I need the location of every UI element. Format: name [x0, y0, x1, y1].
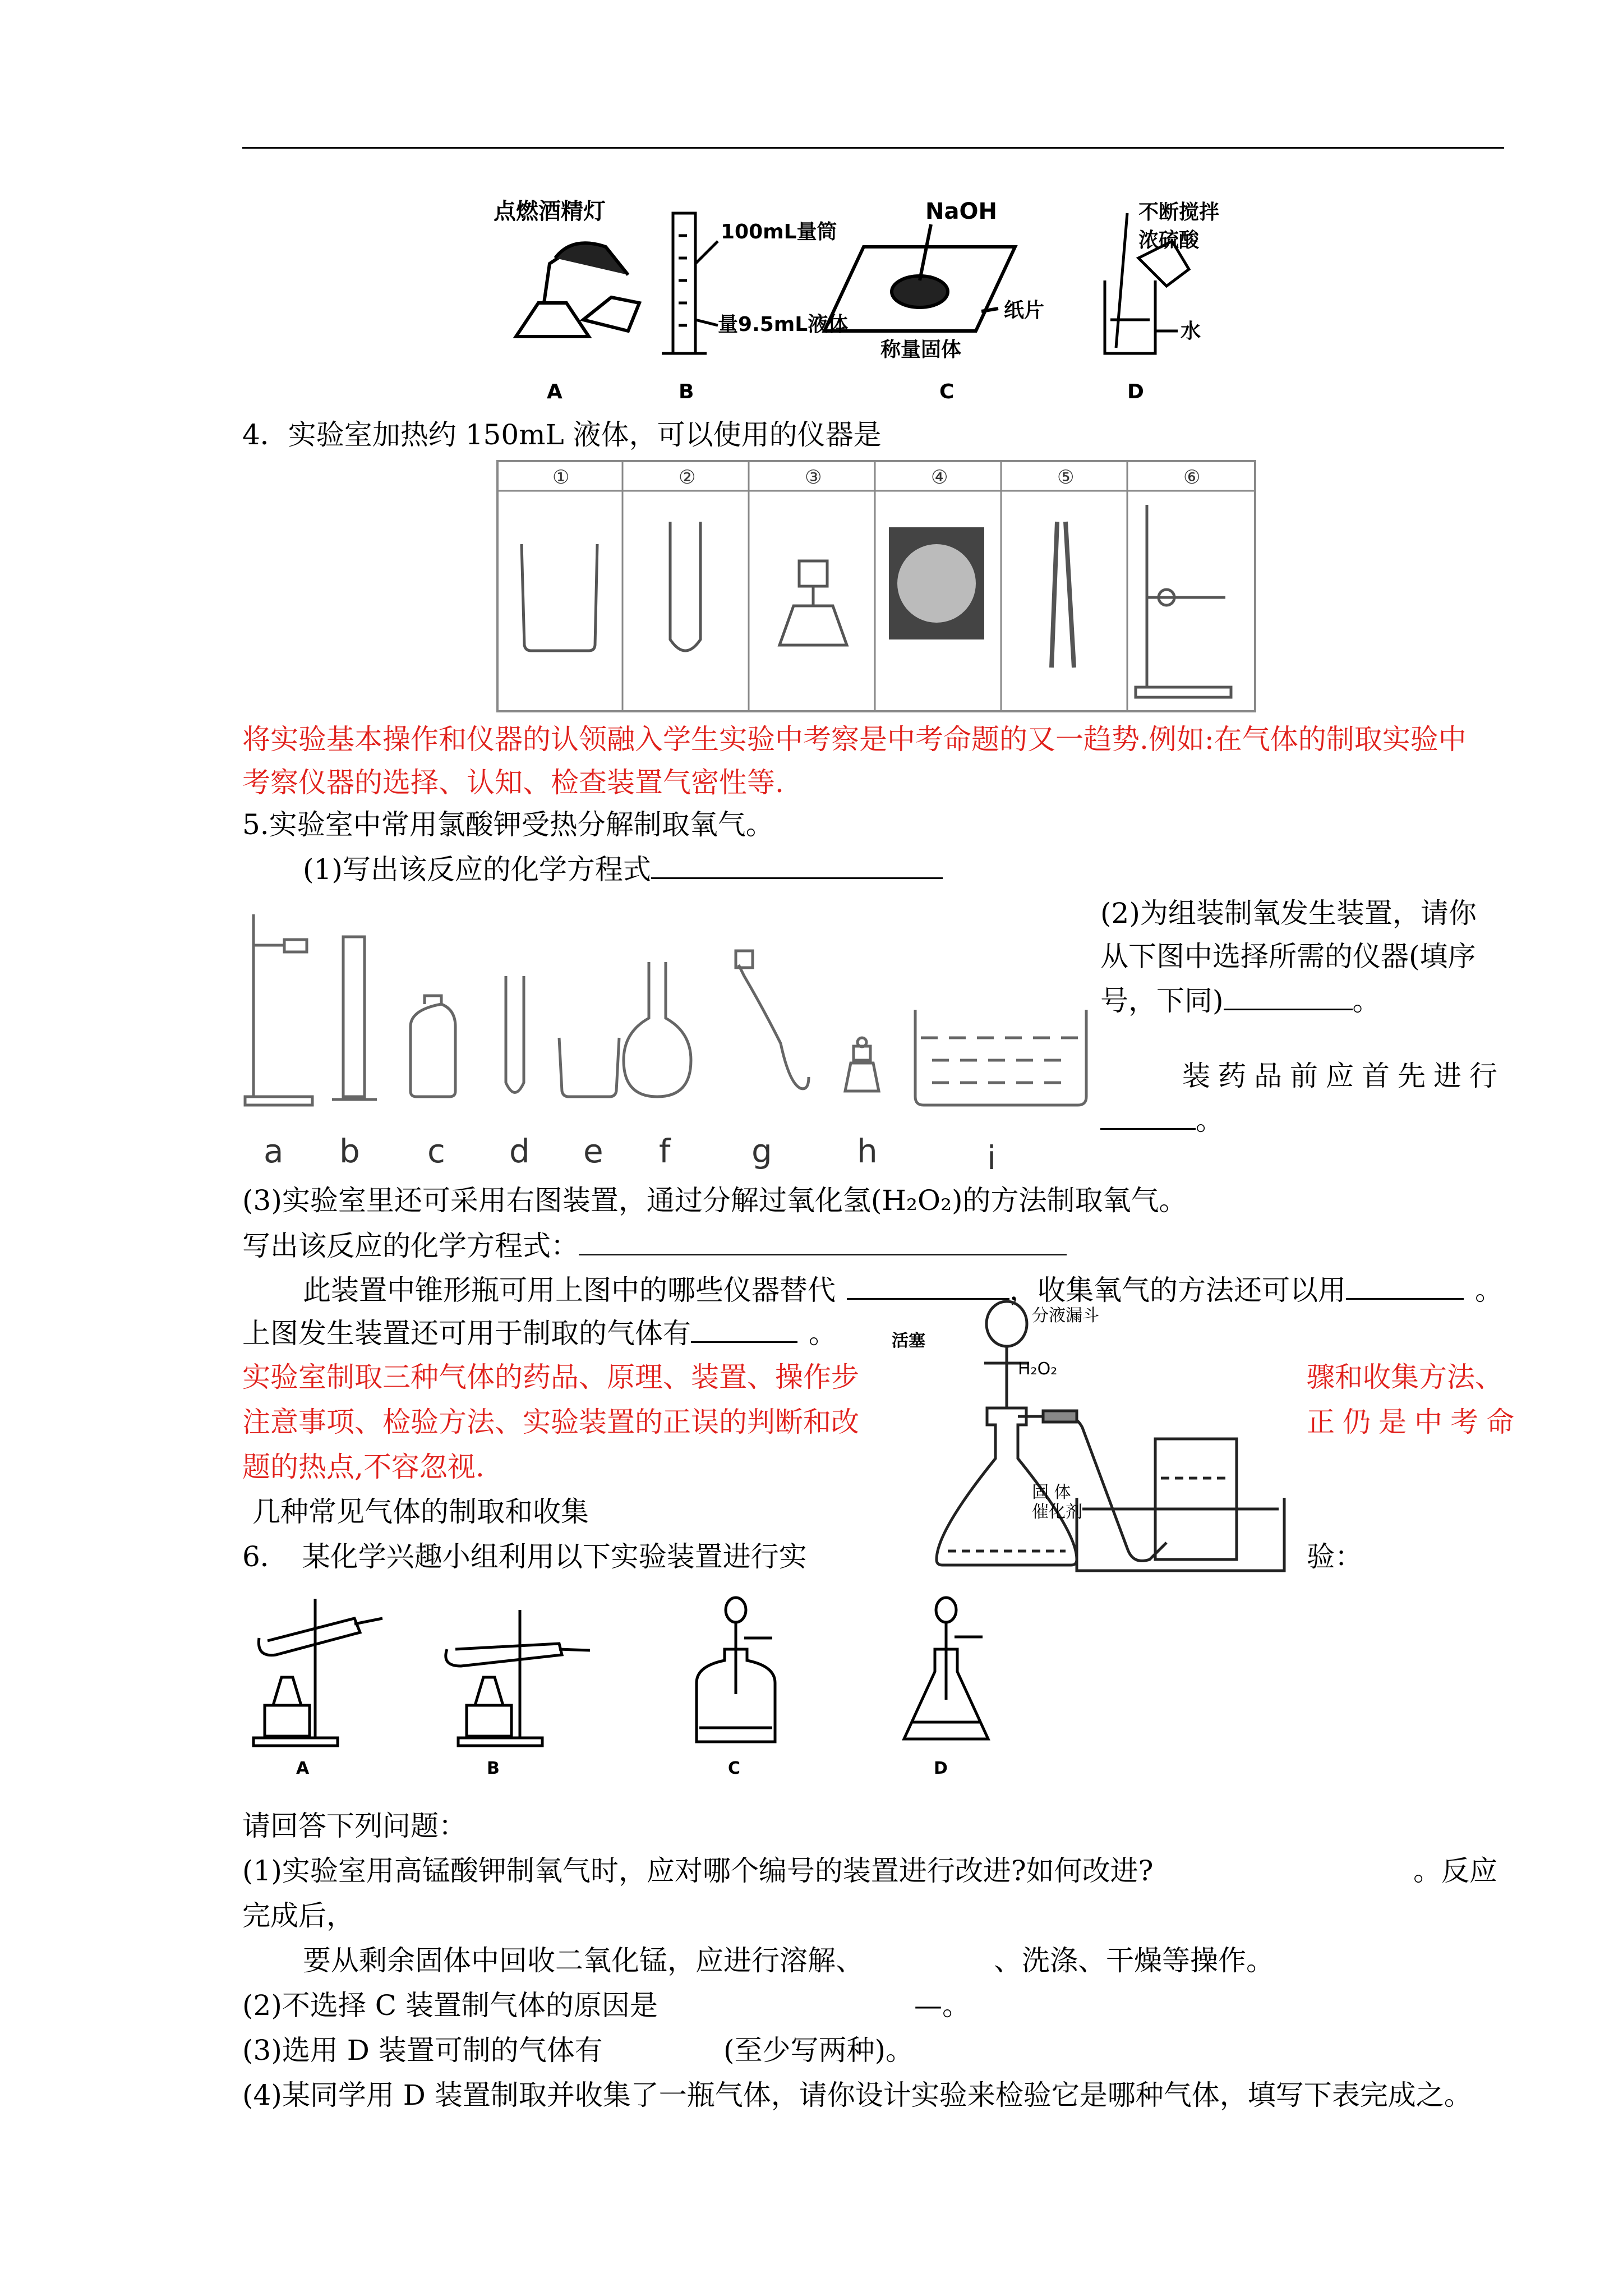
op-b-text2: 量9.5mL液体	[718, 313, 849, 336]
graduated-cylinder-icon	[662, 213, 718, 353]
q6-apparatus-figure	[242, 1588, 1027, 1784]
q5-part2-l4: 装药品前应首先进行	[1182, 1060, 1505, 1092]
q6-s2-end: —。	[914, 1989, 970, 2022]
q6-s3: (3)选用 D 装置可制的气体有	[242, 2034, 603, 2067]
q6-stem-b: 验：	[1307, 1540, 1363, 1573]
op-c-text3: 称量固体	[880, 338, 962, 361]
apparatus-label-e: e	[583, 1132, 603, 1170]
q6-label-a: A	[296, 1759, 310, 1778]
q5-part3-l2	[242, 1228, 1067, 1263]
cell-num-1: ①	[552, 466, 570, 489]
cell-num-5: ⑤	[1057, 466, 1075, 489]
wide-bottle-icon	[411, 996, 455, 1097]
q5-part3-l2-text: 写出该反应的化学方程式：	[242, 1230, 579, 1262]
q5-part3-l4	[242, 1315, 837, 1350]
q5-part2-l3-text: 号，下同)	[1100, 984, 1224, 1017]
q5-part3-l3-a: 此装置中锥形瓶可用上图中的哪些仪器替代	[303, 1274, 836, 1306]
q5-part3-l4-text: 上图发生装置还可用于制取的气体有	[242, 1317, 691, 1350]
apparatus-label-c: c	[427, 1132, 445, 1170]
q5-part3: (3)实验室里还可采用右图装置，通过分解过氧化氢(H₂O₂)的方法制取氧气。	[242, 1184, 1187, 1217]
heating-apparatus-a-icon	[253, 1599, 382, 1746]
q5-part2-l1: (2)为组装制氧发生装置，请你	[1100, 897, 1477, 930]
op-b-text1: 100mL量筒	[721, 220, 837, 243]
q6-s2: (2)不选择 C 装置制气体的原因是	[242, 1989, 658, 2022]
q5-part2-l3-end: 。	[1352, 984, 1381, 1017]
op-b-label: B	[679, 380, 694, 403]
apparatus-label-i: i	[987, 1139, 997, 1177]
q6-s1e: 、洗涤、干燥等操作。	[994, 1944, 1274, 1977]
q5-part3-l3-b: ，收集氧气的方法还可以用	[1009, 1274, 1346, 1306]
q5-part1-blank[interactable]	[651, 852, 943, 879]
cell-num-3: ③	[805, 466, 822, 489]
alcohol-lamp-icon	[845, 1038, 879, 1091]
cell-num-2: ②	[679, 466, 696, 489]
q5-part1	[303, 852, 943, 886]
note2-l2a: 注意事项、检验方法、实验装置的正误的判断和改	[242, 1406, 859, 1438]
apparatus-label-a: a	[264, 1132, 284, 1170]
lab-operations-figure	[494, 191, 1279, 415]
apparatus-label-b: b	[339, 1132, 360, 1170]
op-d-label: D	[1127, 380, 1144, 403]
graduated-cylinder-icon	[332, 937, 377, 1099]
op-d-text2: 浓硫酸	[1138, 229, 1200, 252]
note2-l3: 题的热点,不容忽视.	[242, 1451, 485, 1483]
q5-part3-l4-end: 。	[809, 1317, 837, 1350]
apparatus-label-g: g	[751, 1132, 772, 1170]
delivery-tube-icon	[739, 965, 809, 1089]
q5-part2-l2: 从下图中选择所需的仪器(填序	[1100, 940, 1476, 973]
flask-icon	[624, 962, 691, 1097]
h2o2-apparatus-figure	[892, 1296, 1295, 1588]
op-c-text2: 纸片	[1004, 299, 1045, 322]
alcohol-lamp-icon	[516, 243, 639, 337]
q5-part1-text: (1)写出该反应的化学方程式	[303, 853, 651, 886]
q6-s1c: 完成后，	[242, 1899, 354, 1932]
op-a-label: A	[547, 380, 562, 403]
q6-s1b: 。反应	[1413, 1855, 1497, 1887]
water-trough-icon	[915, 1010, 1086, 1105]
iron-stand-icon	[245, 914, 312, 1105]
conical-flask-d-icon	[904, 1598, 988, 1739]
apparatus-label-h: h	[857, 1132, 878, 1170]
note2-l1b: 骤和收集方法、	[1307, 1361, 1503, 1393]
q6-s3-end: (至少写两种)。	[723, 2034, 914, 2067]
q5-part2-l5-end: 。	[1196, 1104, 1224, 1137]
heating-apparatus-b-icon	[446, 1610, 590, 1746]
h2o2-funnel-label: 分液漏斗	[1032, 1306, 1099, 1326]
note2-l1a: 实验室制取三种气体的药品、原理、装置、操作步	[242, 1361, 859, 1393]
h2o2-reagent-label: H₂O₂	[1018, 1359, 1058, 1379]
weighing-paper-icon	[824, 224, 1015, 331]
q6-s4: (4)某同学用 D 装置制取并收集了一瓶气体，请你设计实验来检验它是哪种气体，填写下表完成之。	[242, 2079, 1472, 2111]
q5-part3-blank1[interactable]	[579, 1228, 1067, 1255]
q5-part3-blank3[interactable]	[1346, 1272, 1464, 1300]
q5-part2-l5	[1100, 1102, 1224, 1137]
op-d-text3: 水	[1181, 320, 1201, 343]
q5-part2-l3	[1100, 983, 1381, 1018]
q4-text: 4．实验室加热约 150mL 液体，可以使用的仪器是	[242, 418, 882, 451]
q4-apparatus-table	[496, 460, 1256, 712]
op-c-text1: NaOH	[925, 199, 997, 224]
q6-s1d: 要从剩余固体中回收二氧化锰，应进行溶解、	[303, 1944, 864, 1977]
q6-ask: 请回答下列问题：	[242, 1810, 467, 1842]
q5-part2-blank2[interactable]	[1100, 1102, 1196, 1130]
apparatus-label-f: f	[659, 1132, 671, 1170]
q6-s1a: (1)实验室用高锰酸钾制氧气时，应对哪个编号的装置进行改进?如何改进?	[242, 1855, 1154, 1887]
test-tube-icon	[506, 976, 524, 1093]
section-heading: 几种常见气体的制取和收集	[252, 1496, 589, 1528]
op-a-text: 点燃酒精灯	[494, 199, 606, 224]
q6-label-c: C	[728, 1759, 741, 1778]
q6-stem-a: 6． 某化学兴趣小组利用以下实验装置进行实	[242, 1540, 807, 1573]
q5-stem: 5.实验室中常用氯酸钾受热分解制取氧气。	[242, 808, 774, 841]
beaker-icon	[559, 1038, 619, 1097]
q5-part3-l3-c: 。	[1475, 1274, 1503, 1306]
h2o2-stopcock-label: 活塞	[892, 1331, 925, 1351]
note2-l2b: 正仍是中考命	[1307, 1406, 1522, 1438]
gas-bottle-c-icon	[697, 1598, 775, 1742]
q6-label-d: D	[934, 1759, 948, 1778]
q5-part3-blank4[interactable]	[691, 1315, 797, 1343]
op-d-text1: 不断搅拌	[1138, 201, 1220, 224]
q5-part2-blank1[interactable]	[1224, 983, 1353, 1010]
header-rule	[242, 147, 1504, 149]
cell-num-6: ⑥	[1183, 466, 1201, 489]
note1-line2: 考察仪器的选择、认知、检查装置气密性等.	[242, 766, 784, 799]
h2o2-catalyst-label: 催化剂	[1032, 1502, 1082, 1522]
note1-line1: 将实验基本操作和仪器的认领融入学生实验中考察是中考命题的又一趋势.例如:在气体的制取实验中	[242, 723, 1467, 756]
op-c-label: C	[939, 380, 955, 403]
cell-num-4: ④	[931, 466, 948, 489]
apparatus-label-d: d	[509, 1132, 530, 1170]
h2o2-solid-label: 固 体	[1032, 1483, 1071, 1502]
q6-label-b: B	[487, 1759, 500, 1778]
